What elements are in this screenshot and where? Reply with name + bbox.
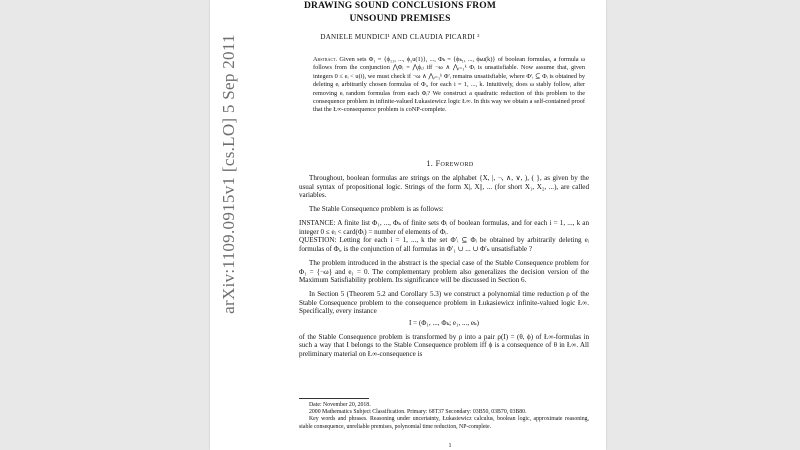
paragraph-stable-consequence-intro: The Stable Consequence problem is as follows: xyxy=(309,205,444,214)
section-heading: 1. Foreword xyxy=(426,159,474,168)
arxiv-identifier-stamp xyxy=(218,14,240,334)
paragraph-instance: INSTANCE: A finite list Φ₁, ..., Φₖ of finite sets Φᵢ of boolean formulas, and for each i = 1, ..., k an integer 0 ≤ eᵢ < card(Φᵢ) = number of elements of Φᵢ. xyxy=(299,219,589,236)
paragraph-transformation: of the Stable Consequence problem is transformed by ρ into a pair ρ(I) = (θ, ϕ) of Ł∞-formulas in such a way that I belongs to the Stable Consequence problem iff ϕ is a consequence of θ in Ł∞. All preliminary material on Ł∞-consequence is xyxy=(299,332,589,358)
abstract-text: Given sets Φ₁ = {ϕ₁₁, ..., ϕ₁u(1)}, ..., Φₖ = {ϕₖ₁, ..., ϕₖu(k)} of boolean formulas, a formula ω follows from the conjunction ⋀Φᵢ = ⋀ϕᵢⱼ iff ¬ω ∧ ⋀ᵢ₌₁ᵏ Φᵢ is unsatisfiable. Now assume that, given integers 0 ≤ eᵢ < u(i), we must check if ¬ω ∧ ⋀ᵢ₌₁ᵏ Φ′ᵢ remains unsatisfiable, where Φ′ᵢ ⊆ Φᵢ is obtained by deleting eᵢ arbitrarily chosen formulas of Φᵢ, for each i = 1, ..., k. Intuitively, does ω stably follow, after removing eᵢ random formulas from each Φᵢ? We construct a quadratic reduction of this problem to the consequence problem in infinite-valued Łukasiewicz logic Ł∞. In this way we obtain a self-contained proof that the Ł∞-consequence problem is coNP-complete. xyxy=(313,56,585,114)
page-number: 1 xyxy=(448,443,452,449)
arxiv-identifier-text: arXiv:1109.0915v1 [cs.LO] 5 Sep 2011 xyxy=(219,34,238,314)
abstract-label: Abstract. xyxy=(313,56,338,63)
abstract xyxy=(313,56,585,115)
footnote-divider xyxy=(299,398,369,399)
footnote-msc: 2000 Mathematics Subject Classification. Primary: 68T37 Secondary: 03B50, 03B70, 03B80. xyxy=(309,409,527,416)
footnote-date: Date: November 20, 2018. xyxy=(309,402,371,408)
paragraph-special-case: The problem introduced in the abstract is the special case of the Stable Consequence problem for Φ₁ = {¬ω} and e₁ = 0. The complementary problem also generalizes the decision version of the Maximum Satisfiability problem. Its significance will be discussed in Section 6. xyxy=(299,259,589,285)
display-equation: I = (Φ₁, ..., Φₖ; e₁, ..., eₖ) xyxy=(409,319,479,328)
paper-authors: DANIELE MUNDICI¹ AND CLAUDIA PICARDI ² xyxy=(320,33,480,41)
footnotes xyxy=(299,402,589,431)
body-text xyxy=(299,174,589,364)
paragraph-question: QUESTION: Letting for each i = 1, ..., k the set Φ′ᵢ ⊆ Φᵢ be obtained by arbitrarily deleting eᵢ formulas of Φᵢ, is the conjunction of all formulas in Φ′₁ ∪ ... ∪ Φ′ₖ unsatisfiable ? xyxy=(299,236,589,254)
paragraph-reduction: In Section 5 (Theorem 5.2 and Corollary 5.3) we construct a polynomial time reduction ρ of the Stable Consequence problem to the consequence problem in Łukasiewicz infinite-valued logic Ł∞. Specifically, every instance xyxy=(299,290,589,316)
paper-title: DRAWING SOUND CONCLUSIONS FROM UNSOUND PREMISES xyxy=(303,1,497,24)
paragraph-alphabet: Throughout, boolean formulas are strings on the alphabet {X, |, ¬, ∧, ∨, ), ( }, as given by the usual syntax of propositional logic. Strings of the form X|, X||, ... (for short X₁, X₂, ...), are called variables. xyxy=(299,174,589,200)
footnote-keywords: Key words and phrases. Reasoning under uncertainty, Łukasiewicz calculus, boolean logic, approximate reasoning, stable consequence, unreliable premises, polynomial time reduction, NP-complete. xyxy=(299,416,589,430)
